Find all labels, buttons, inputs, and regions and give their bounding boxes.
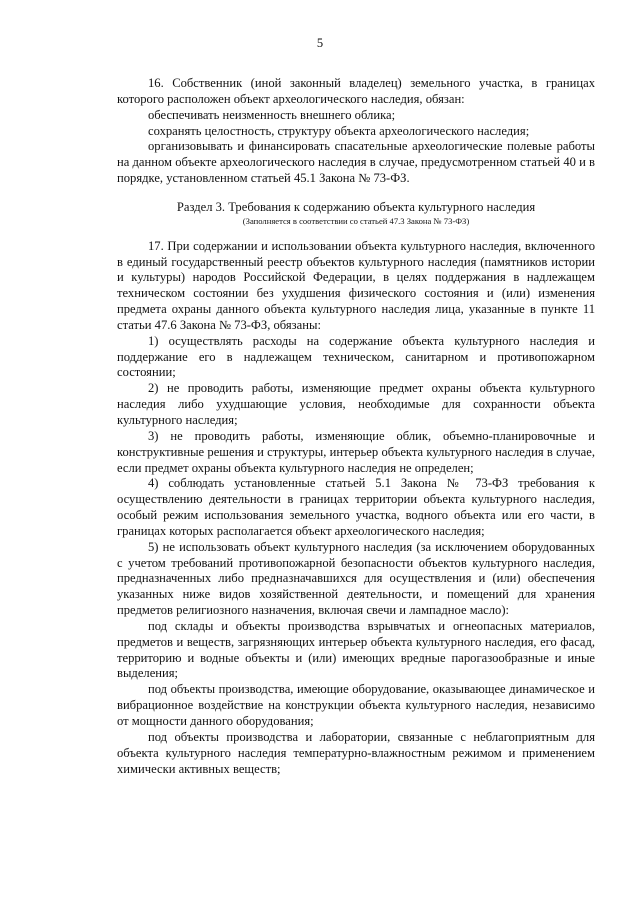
paragraph-16-item-2: сохранять целостность, структуру объекта археологического наследия; (148, 123, 530, 138)
paragraph-17-item-5-sub-1: под склады и объекты производства взрывчатых и огнеопасных материалов, предметов и веществ, загрязняющих интерьер объекта культурного наследия, его фасад, территорию и водные объекты и (или) имеющих вредные парогазообразные и иные выделения; (117, 618, 595, 681)
paragraph-17-item-5: 5) не использовать объект культурного наследия (за исключением оборудованных с учетом требований противопожарной безопасности объектов культурного наследия, предназначенных либо предназначавшихся для осуществления и (или) обеспечения указанных ниже видов хозяйственной деятельности, и помещений для хранения предметов религиозного назначения, включая свечи и лампадное масло): (117, 539, 595, 618)
paragraph-17-item-4: 4) соблюдать установленные статьей 5.1 Закона № 73-ФЗ требования к осуществлению деятельности в границах территории объекта культурного наследия, особый режим использования земельного участка, водного объекта или его части, в границах которых располагается объект археологического наследия; (117, 476, 595, 538)
section-heading: Раздел 3. Требования к содержанию объекта культурного наследия (176, 199, 536, 214)
paragraph-16-item-1: обеспечивать неизменность внешнего облика; (148, 107, 396, 122)
paragraph-17-item-1: 1) осуществлять расходы на содержание объекта культурного наследия и поддержание его в надлежащем техническом, санитарном и противопожарном состоянии; (117, 333, 595, 380)
paragraph-17: 17. При содержании и использовании объекта культурного наследия, включенного в единый государственный реестр объектов культурного наследия (памятников истории и культуры) народов Российской Федерации, в целях поддержания в надлежащем техническом состоянии без ухудшения физического состояния и (или) изменения предмета охраны данного объекта культурного наследия лица, указанные в пункте 11 статьи 47.6 Закона № 73-ФЗ, обязаны: (117, 238, 595, 332)
paragraph-17-item-5-sub-2: под объекты производства, имеющие оборудование, оказывающее динамическое и вибрационное воздействие на конструкции объекта культурного наследия, независимо от мощности данного оборудования; (117, 682, 595, 729)
section-subheading: (Заполняется в соответствии со статьей 47.3 Закона № 73-ФЗ) (242, 215, 470, 226)
page-number: 5 (316, 36, 324, 50)
paragraph-17-item-3: 3) не проводить работы, изменяющие облик, объемно-планировочные и конструктивные решения и структуры, интерьер объекта культурного наследия в случае, если предмет охраны объекта культурного наследия не определен; (117, 428, 595, 475)
paragraph-16-item-3: организовывать и финансировать спасательные археологические полевые работы на данном объекте археологического наследия в случае, предусмотренном статьей 40 и в порядке, установленном статьей 45.1 Закона № 73-ФЗ. (117, 139, 595, 186)
paragraph-17-item-2: 2) не проводить работы, изменяющие предмет охраны объекта культурного наследия либо ухудшающие условия, необходимые для сохранности объекта культурного наследия; (117, 381, 595, 427)
document-body (117, 76, 595, 777)
paragraph-17-item-5-sub-3: под объекты производства и лаборатории, связанные с неблагоприятным для объекта культурного наследия температурно-влажностным режимом и применением химически активных веществ; (117, 729, 595, 776)
paragraph-16: 16. Собственник (иной законный владелец) земельного участка, в границах которого расположен объект археологического наследия, обязан: (117, 76, 595, 106)
